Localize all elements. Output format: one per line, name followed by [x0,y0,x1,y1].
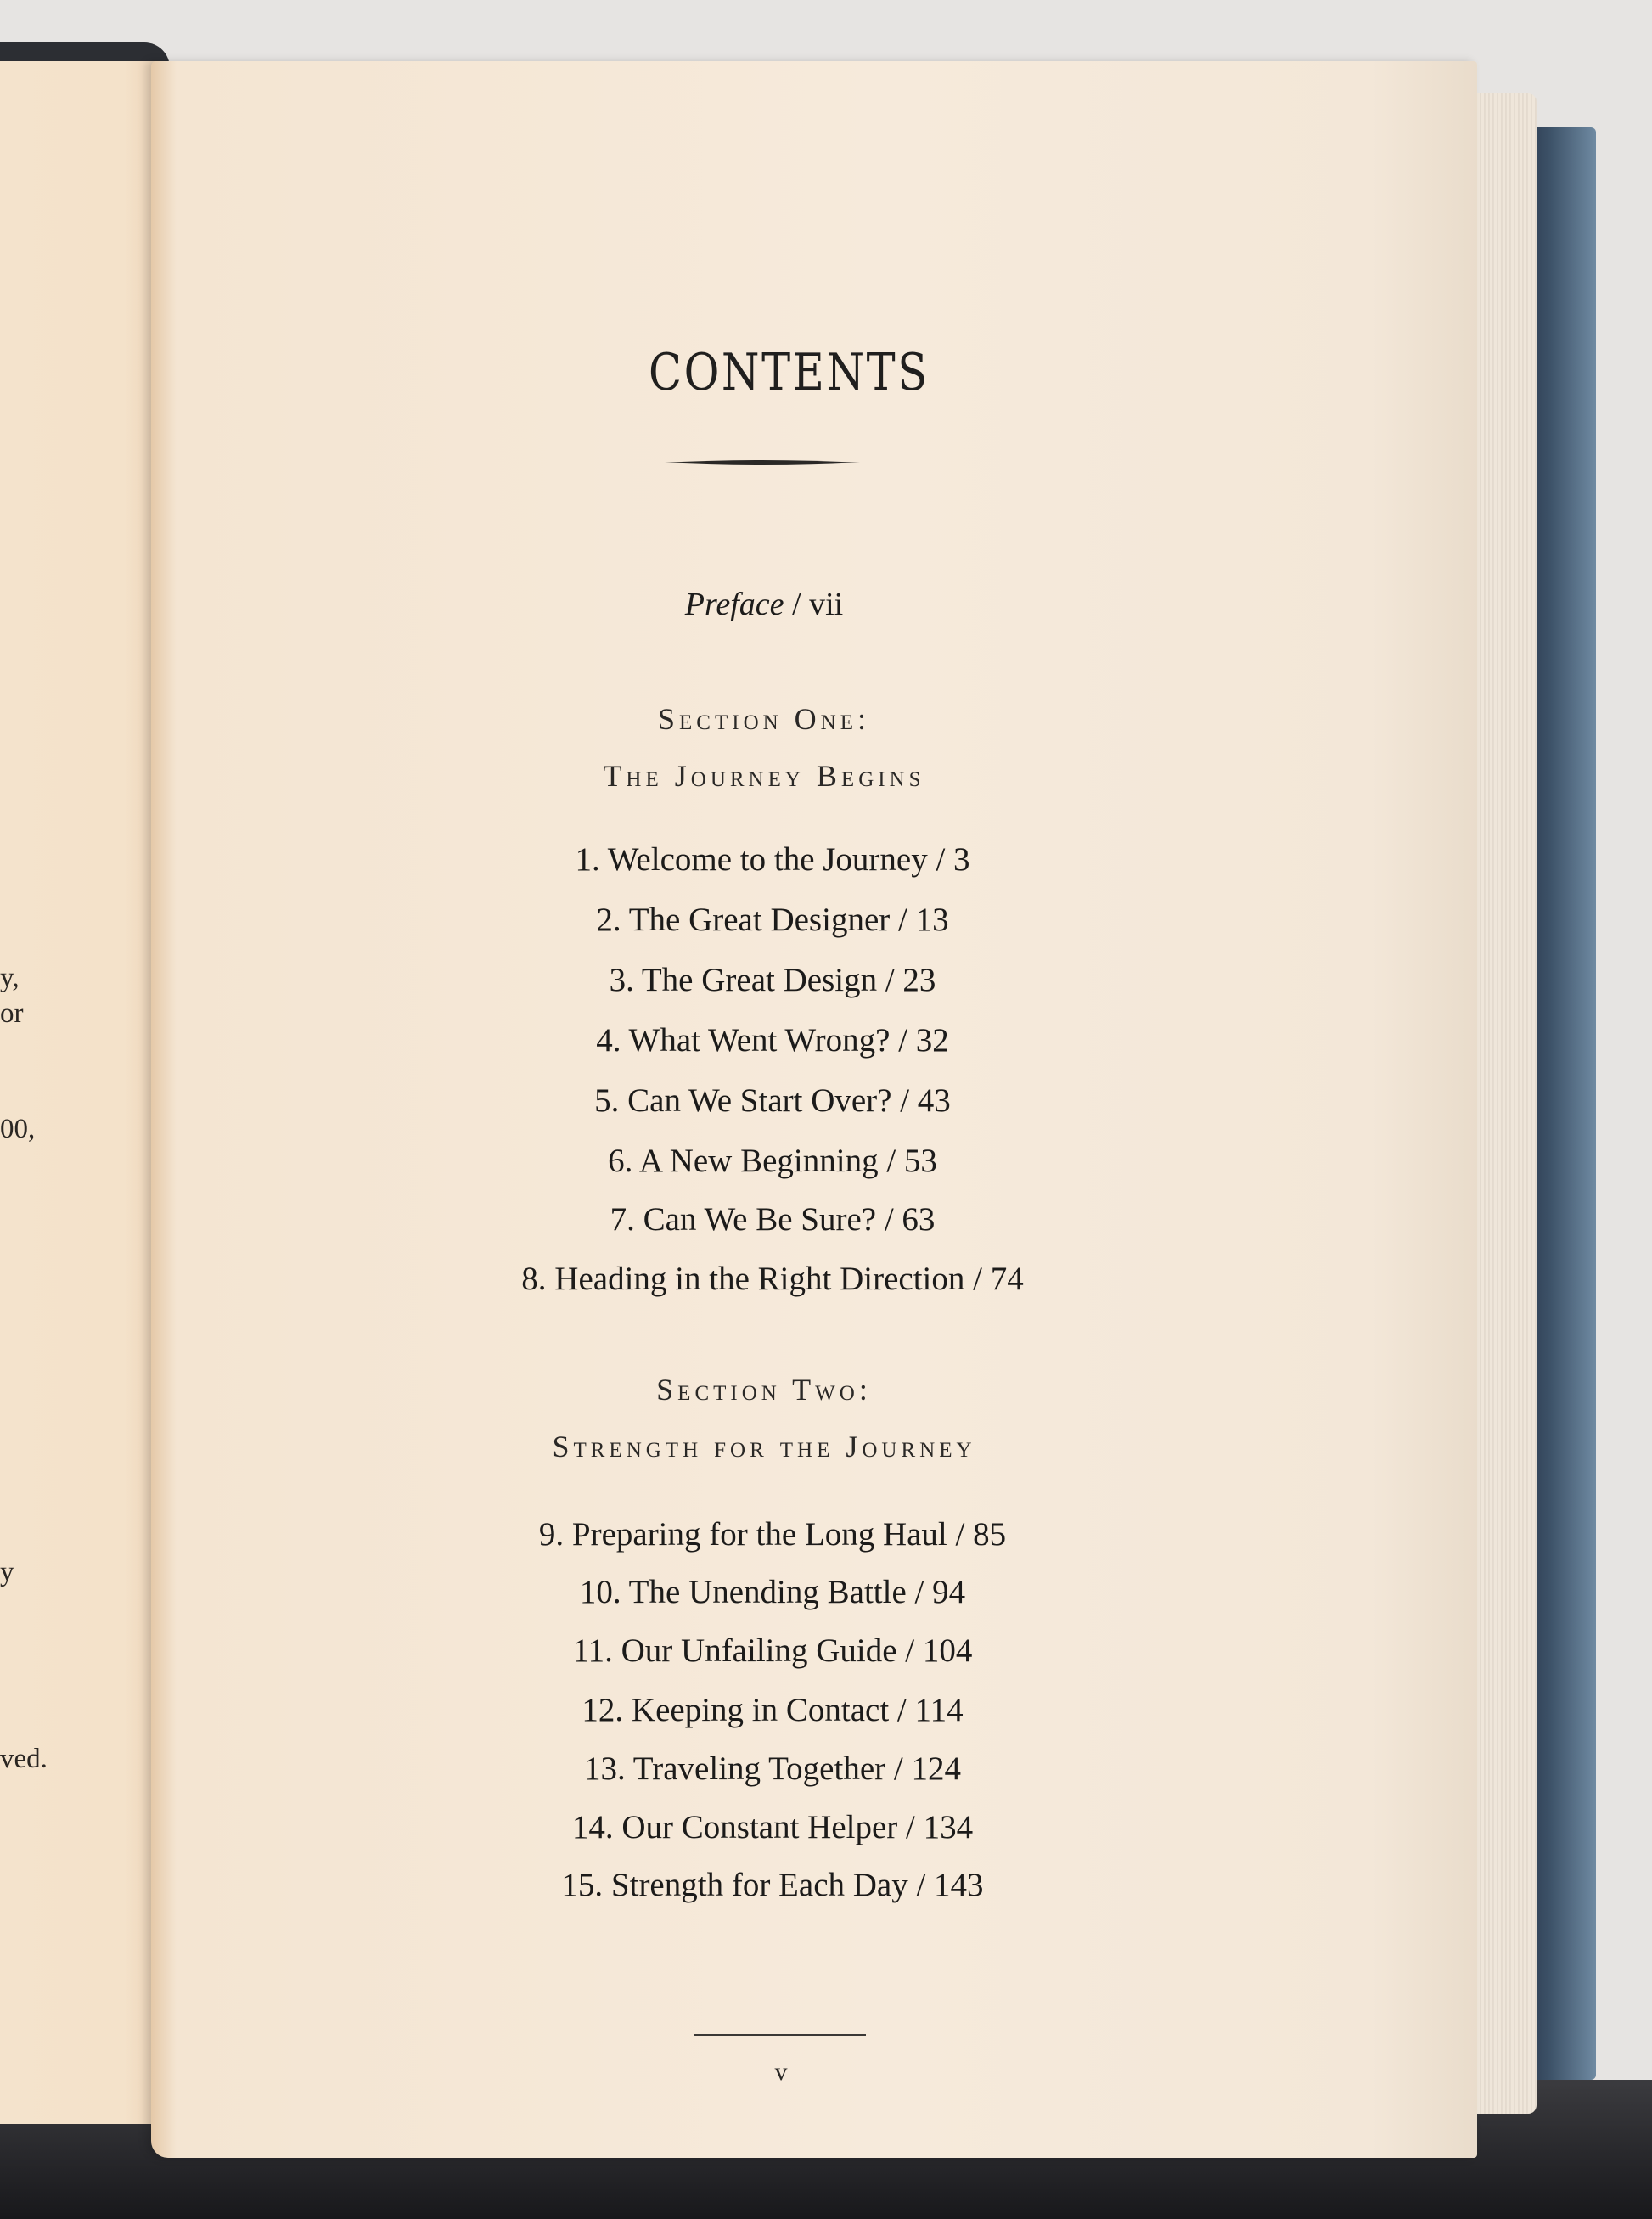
toc-entry: 3. The Great Design / 23 [609,962,936,998]
page-title: CONTENTS [649,343,930,402]
preface-page: / vii [792,587,844,622]
section-two-subheading: Strength for the Journey [552,1430,976,1463]
toc-entry: 1. Welcome to the Journey / 3 [575,841,970,878]
section-two-heading: Section Two: [656,1373,872,1407]
left-page-text: 00, [0,1114,36,1144]
left-page-text: ved. [0,1744,48,1774]
toc-entry: 6. A New Beginning / 53 [608,1143,937,1179]
toc-entry: 10. The Unending Battle / 94 [579,1574,966,1610]
left-page-text: y, [0,963,20,993]
toc-entry: 8. Heading in the Right Direction / 74 [521,1261,1024,1297]
page-number: v [774,2058,788,2086]
toc-entry: 13. Traveling Together / 124 [584,1750,961,1787]
toc-entry: 11. Our Unfailing Guide / 104 [572,1632,973,1669]
section-one-heading: Section One: [658,702,870,736]
footer-rule [694,2034,866,2036]
left-page-text: or [0,998,24,1029]
toc-entry: 9. Preparing for the Long Haul / 85 [538,1516,1007,1553]
toc-entry: 15. Strength for Each Day / 143 [561,1867,984,1903]
toc-entry: 12. Keeping in Contact / 114 [582,1692,964,1728]
toc-entry: 5. Can We Start Over? / 43 [594,1082,951,1119]
preface-entry [594,586,934,623]
section-one-subheading: The Journey Begins [603,759,925,793]
toc-entry: 7. Can We Be Sure? / 63 [610,1201,936,1238]
toc-entry: 2. The Great Designer / 13 [596,902,949,938]
left-page-text: y [0,1557,14,1587]
title-ornament-rule [665,458,860,467]
toc-entry: 4. What Went Wrong? / 32 [596,1022,949,1059]
toc-entry: 14. Our Constant Helper / 134 [571,1809,974,1845]
preface-label: Preface [684,587,784,622]
